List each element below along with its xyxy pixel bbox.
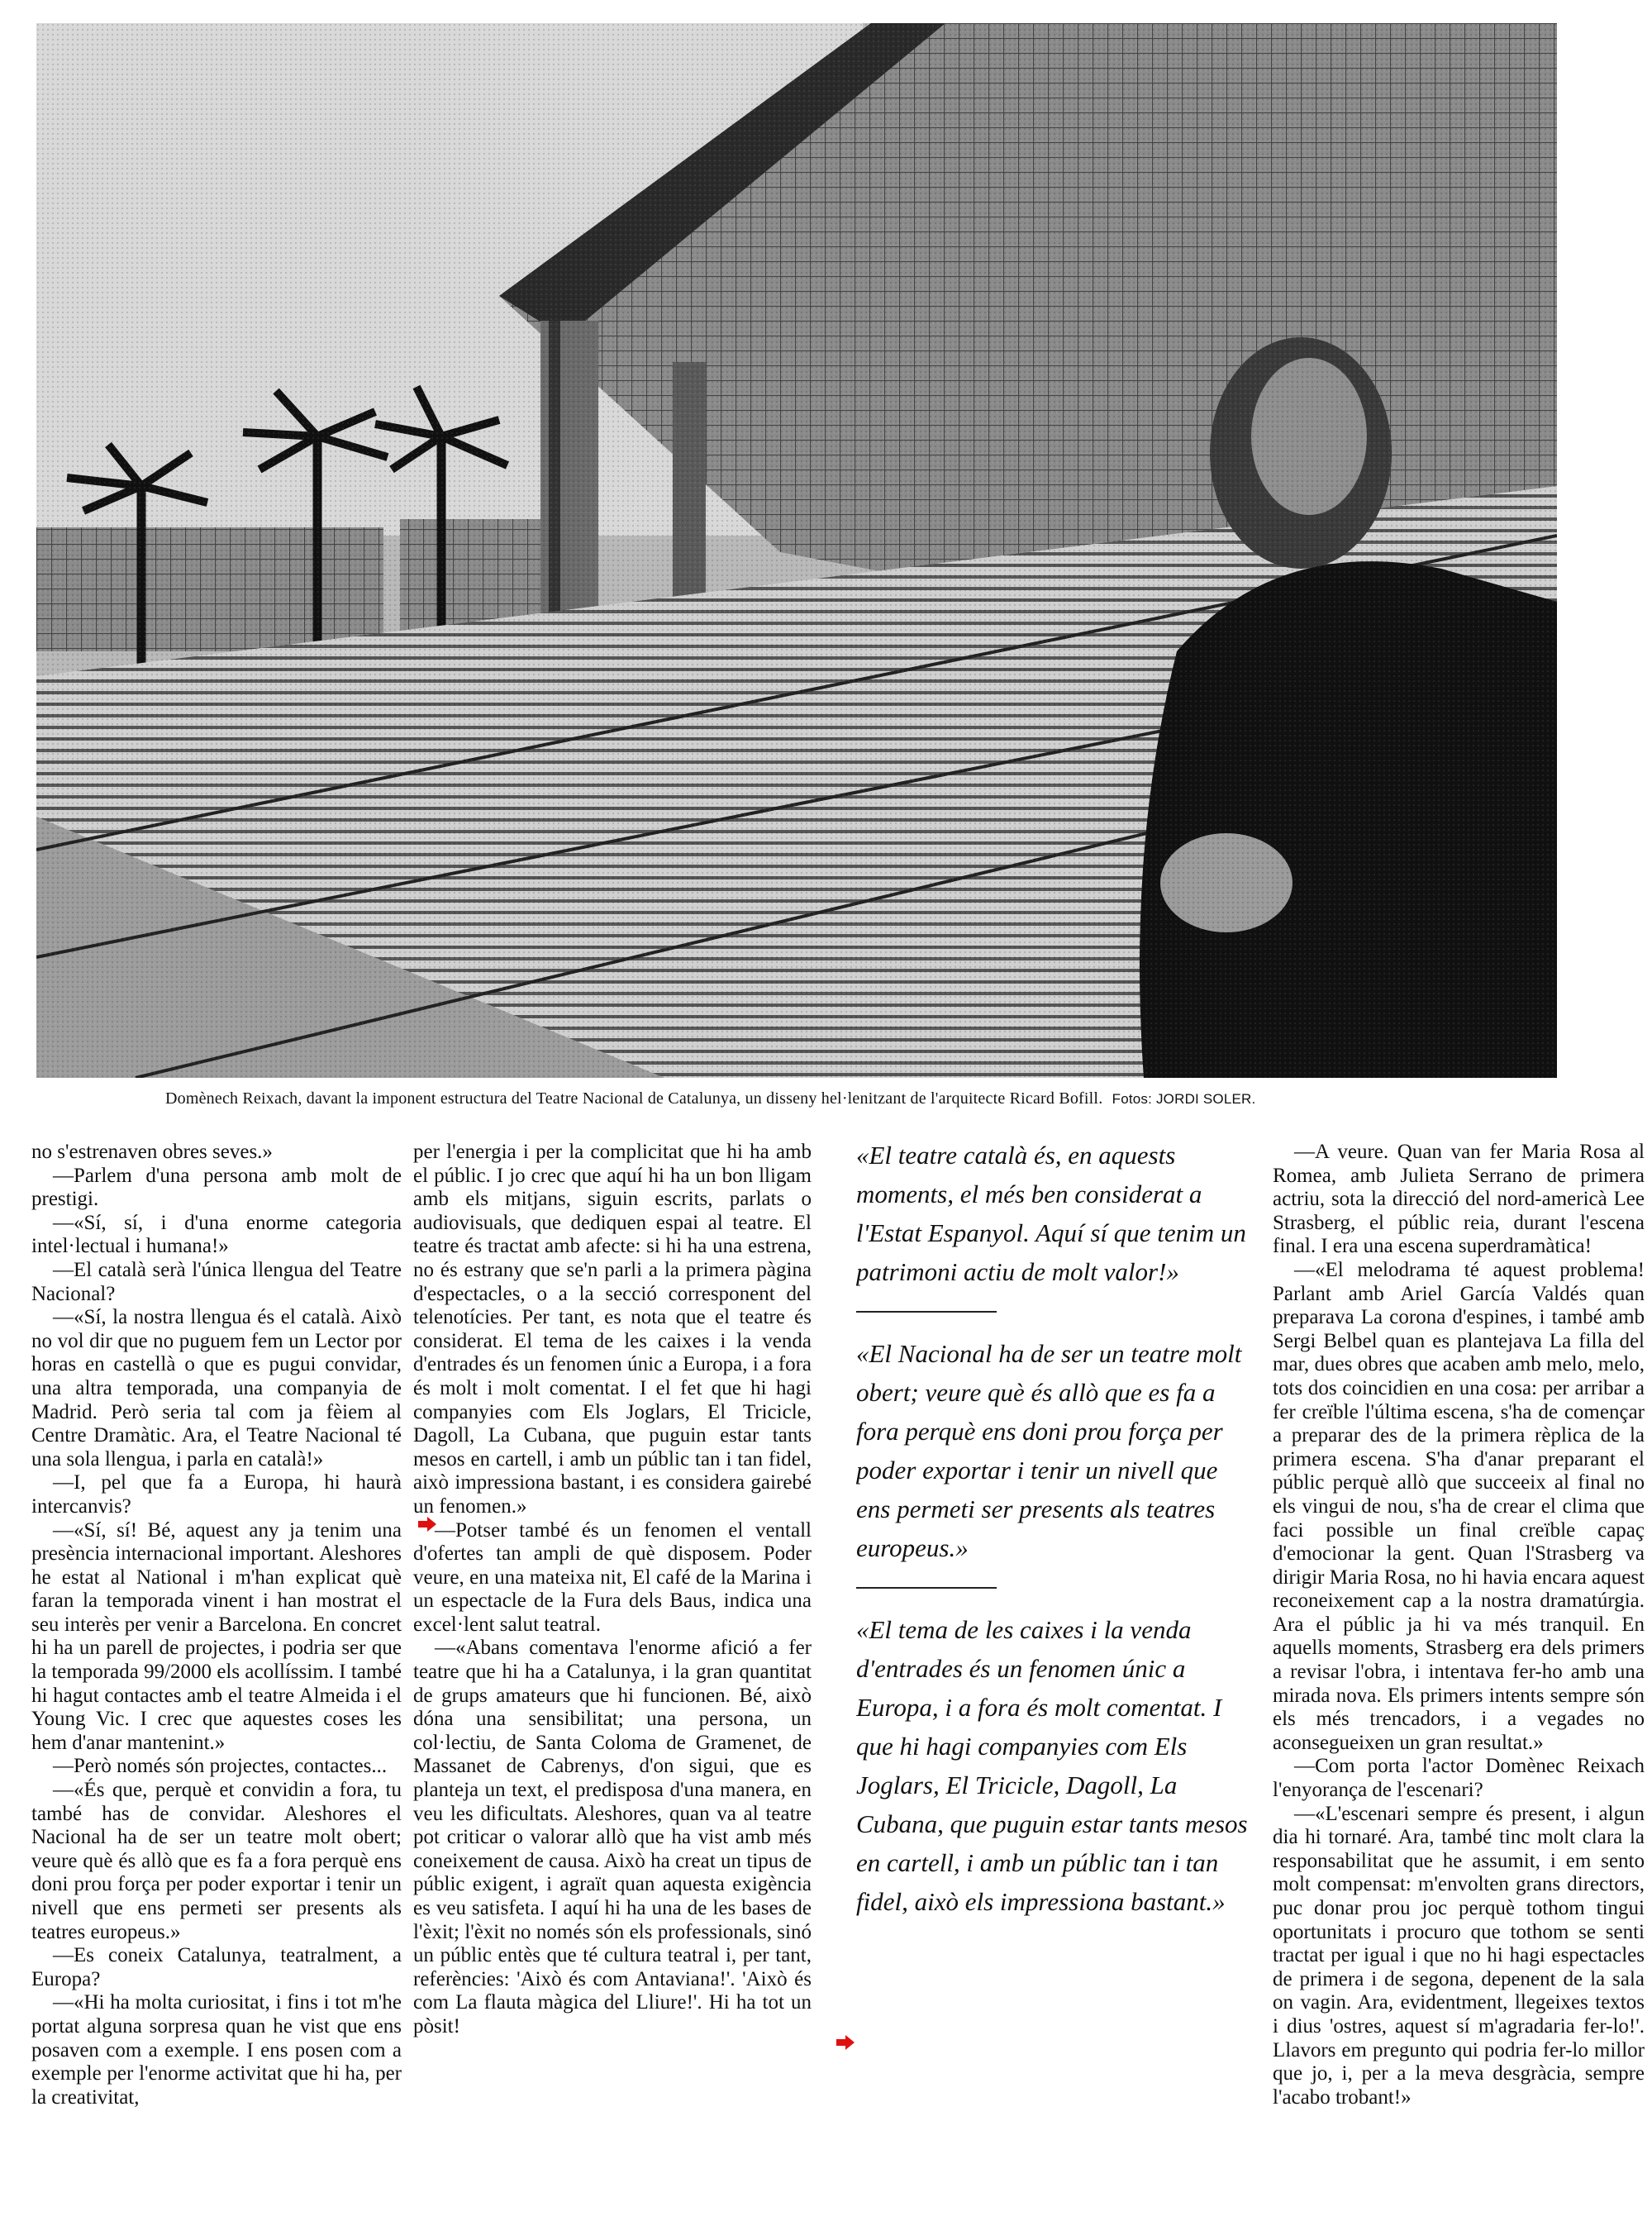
paragraph: —El català serà l'única llengua del Teatre Nacional? xyxy=(31,1258,402,1305)
paragraph: —A veure. Quan van fer Maria Rosa al Romea, amb Julieta Serrano de primera actriu, sota la direcció del nord-americà Lee Strasberg, el públic reia, durant l'escena final. I era una escena superdramàtica! xyxy=(1273,1141,1645,1258)
photo-caption xyxy=(165,1089,1570,1114)
article-photo xyxy=(36,23,1557,1078)
red-arrow-icon xyxy=(836,2035,855,2050)
paragraph: per l'energia i per la complicitat que hi ha amb el públic. I jo crec que aquí hi ha un bon lligam amb els mitjans, siguin escrits, parlats o audiovisuals, que dediquen espai al teatre. El teatre és tractat amb afecte: si hi ha una estrena, no és estrany que se'n parli a la primera pàgina d'espectacles, o a la secció corresponent del telenotícies. Per tant, es nota que el teatre és considerat. El tema de les caixes i la venda d'entrades és un fenomen únic a Europa, i a fora és molt i molt comentat. I el fet que hi hagi companyies com Els Joglars, El Tricicle, Dagoll, La Cubana, que puguin estar tants mesos en cartell, i amb un públic tan i tan fidel, això impressiona bastant, i es considera gairebé un fenomen.» xyxy=(413,1141,812,1518)
column-4 xyxy=(1273,1141,1645,2207)
paragraph: —«Abans comentava l'enorme afició a fer teatre que hi ha a Catalunya, i la gran quantitat de grups amateurs que hi funcionen. Bé, això dóna una sensibilitat; una persona, un col·lectiu, de Santa Coloma de Gramenet, de Massanet de Cabrenys, d'on sigui, que es planteja un text, el predisposa d'una manera, en veu les dificultats. Aleshores, quan va al teatre pot criticar o valorar allò que ha vist amb més coneixement de causa. Això ha creat un tipus de públic exigent, i agraït quan aquesta exigència es veu satisfeta. I aquí hi ha una de les bases de l'èxit; l'èxit no només són els professionals, sinó un públic entès que té cultura teatral i, per tant, referències: 'Això és com Antaviana!'. 'Això és com La flauta màgica del Lliure!'. Hi ha tot un pòsit! xyxy=(413,1637,812,2038)
paragraph: —«L'escenari sempre és present, i algun dia hi tornaré. Ara, també tinc molt clara la responsabilitat que he assumit, i em sento molt compensat: m'envolten grans directors, puc donar prou joc perquè tothom tingui oportunitats i procuro que tothom se senti tractat per igual i que no hi hagi espectacles de primera i de segona, depenent de la sala on vagin. Ara, evidentment, llegeixes textos i dius 'ostres, aquest sí m'agradaria fer-lo!'. Llavors em pregunto qui podria fer-lo millor que jo, i, per a la meva desgràcia, sempre l'acabo trobant!» xyxy=(1273,1802,1645,2109)
pull-quotes xyxy=(856,1136,1248,2210)
paragraph: —I, pel que fa a Europa, hi haurà intercanvis? xyxy=(31,1471,402,1518)
paragraph: —«Sí, sí, i d'una enorme categoria intel·lectual i humana!» xyxy=(31,1211,402,1258)
divider xyxy=(856,1587,997,1589)
paragraph: —«Hi ha molta curiositat, i fins i tot m'he portat alguna sorpresa quan he vist que ens posaven com a exemple. I ens posen com a exemple per l'enorme activitat que hi ha, per la creativitat, xyxy=(31,1991,402,2109)
theatre-steps-illustration xyxy=(36,23,1557,1078)
paragraph: —Però només són projectes, contactes... xyxy=(53,1755,388,1778)
pull-quote: «El tema de les caixes i la venda d'entrades és un fenomen únic a Europa, i a fora és molt comentat. I que hi hagi companyies com Els Joglars, El Tricicle, Dagoll, La Cubana, que puguin estar tants mesos en cartell, i amb un públic tan i tan fidel, això els impressiona bastant.» xyxy=(856,1615,1248,1916)
paragraph: —«És que, perquè et convidin a fora, tu també has de convidar. Aleshores el Nacional ha de ser un teatre molt obert; veure què és allò que es fa a fora perquè ens doni prou força per poder exportar i tenir un nivell que ens permeti ser presents als teatres europeus.» xyxy=(31,1779,402,1943)
paragraph: —«Sí, la nostra llengua és el català. Això no vol dir que no puguem fem un Lector por horas en castellà o que es pugui convidar, una altra temporada, una companyia de Madrid. Però seria tal com ja fèiem al Centre Dramàtic. Ara, el Teatre Nacional té una sola llengua, i parla en català!» xyxy=(31,1306,402,1470)
divider xyxy=(856,1311,997,1313)
column-2 xyxy=(413,1141,812,2207)
pull-quote: «El teatre català és, en aquests moments, el més ben considerat a l'Estat Espanyol. Aquí sí que tenim un patrimoni actiu de molt valor!» xyxy=(856,1141,1246,1286)
paragraph: —Com porta l'actor Domènec Reixach l'enyorança de l'escenari? xyxy=(1273,1755,1645,1802)
pull-quote: «El Nacional ha de ser un teatre molt obert; veure què és allò que es fa a fora perquè ens doni prou força per poder exportar i tenir un nivell que ens permeti ser presents als teatres europeus.» xyxy=(856,1339,1242,1562)
paragraph: —Parlem d'una persona amb molt de prestigi. xyxy=(31,1164,402,1211)
photo-credit: Fotos: JORDI SOLER. xyxy=(1112,1091,1256,1107)
paragraph: no s'estrenaven obres seves.» xyxy=(31,1141,273,1163)
paragraph: —«El melodrama té aquest problema! Parlant amb Ariel García Valdés quan preparava La corona d'espines, i també amb Sergi Belbel quan es plantejava La filla del mar, dues obres que acaben amb melo, melo, tots dos coincidien en una cosa: per arribar a fer creïble l'última escena, s'ha de començar a preparar des de la primera rèplica de la primera escena. S'ha d'anar preparant el públic perquè allò que succeeix al final no els vingui de nou, s'ha de crear el clima que faci possible un final creïble capaç d'emocionar la gent. Quan l'Strasberg va dirigir Maria Rosa, no hi havia encara aquest reconeixement cap a la nostra dramatúrgia. Ara el públic ja hi va més tranquil. En aquells moments, Strasberg era dels primers a revisar l'obra, i intentava fer-ho amb una mirada nova. Els primers intents sempre són els més trencadors, i a vegades no aconsegueixen un gran resultat.» xyxy=(1273,1258,1645,1754)
paragraph: —«Sí, sí! Bé, aquest any ja tenim una presència internacional important. Aleshores he estat al National i m'han explicat què faran la temporada vinent i han mostrat el seu interès per venir a Barcelona. En concret hi ha un parell de projectes, i podria ser que la temporada 99/2000 els acollíssim. I també hi hagut contactes amb el teatre Almeida i el Young Vic. I crec que aquestes coses les hem d'anar mantenint.» xyxy=(31,1518,402,1754)
column-1 xyxy=(31,1141,402,2207)
paragraph: —Potser també és un fenomen el ventall d'ofertes tan ampli de què disposem. Poder veure, en una mateixa nit, El café de la Marina i un espectacle de la Fura dels Baus, indica una excel·lent salut teatral. xyxy=(413,1518,812,1636)
caption-text: Domènech Reixach, davant la imponent estructura del Teatre Nacional de Catalunya, un disseny hel·lenitzant de l'arquitecte Ricard Bofill. xyxy=(165,1089,1103,1108)
paragraph: —Es coneix Catalunya, teatralment, a Europa? xyxy=(31,1944,402,1990)
